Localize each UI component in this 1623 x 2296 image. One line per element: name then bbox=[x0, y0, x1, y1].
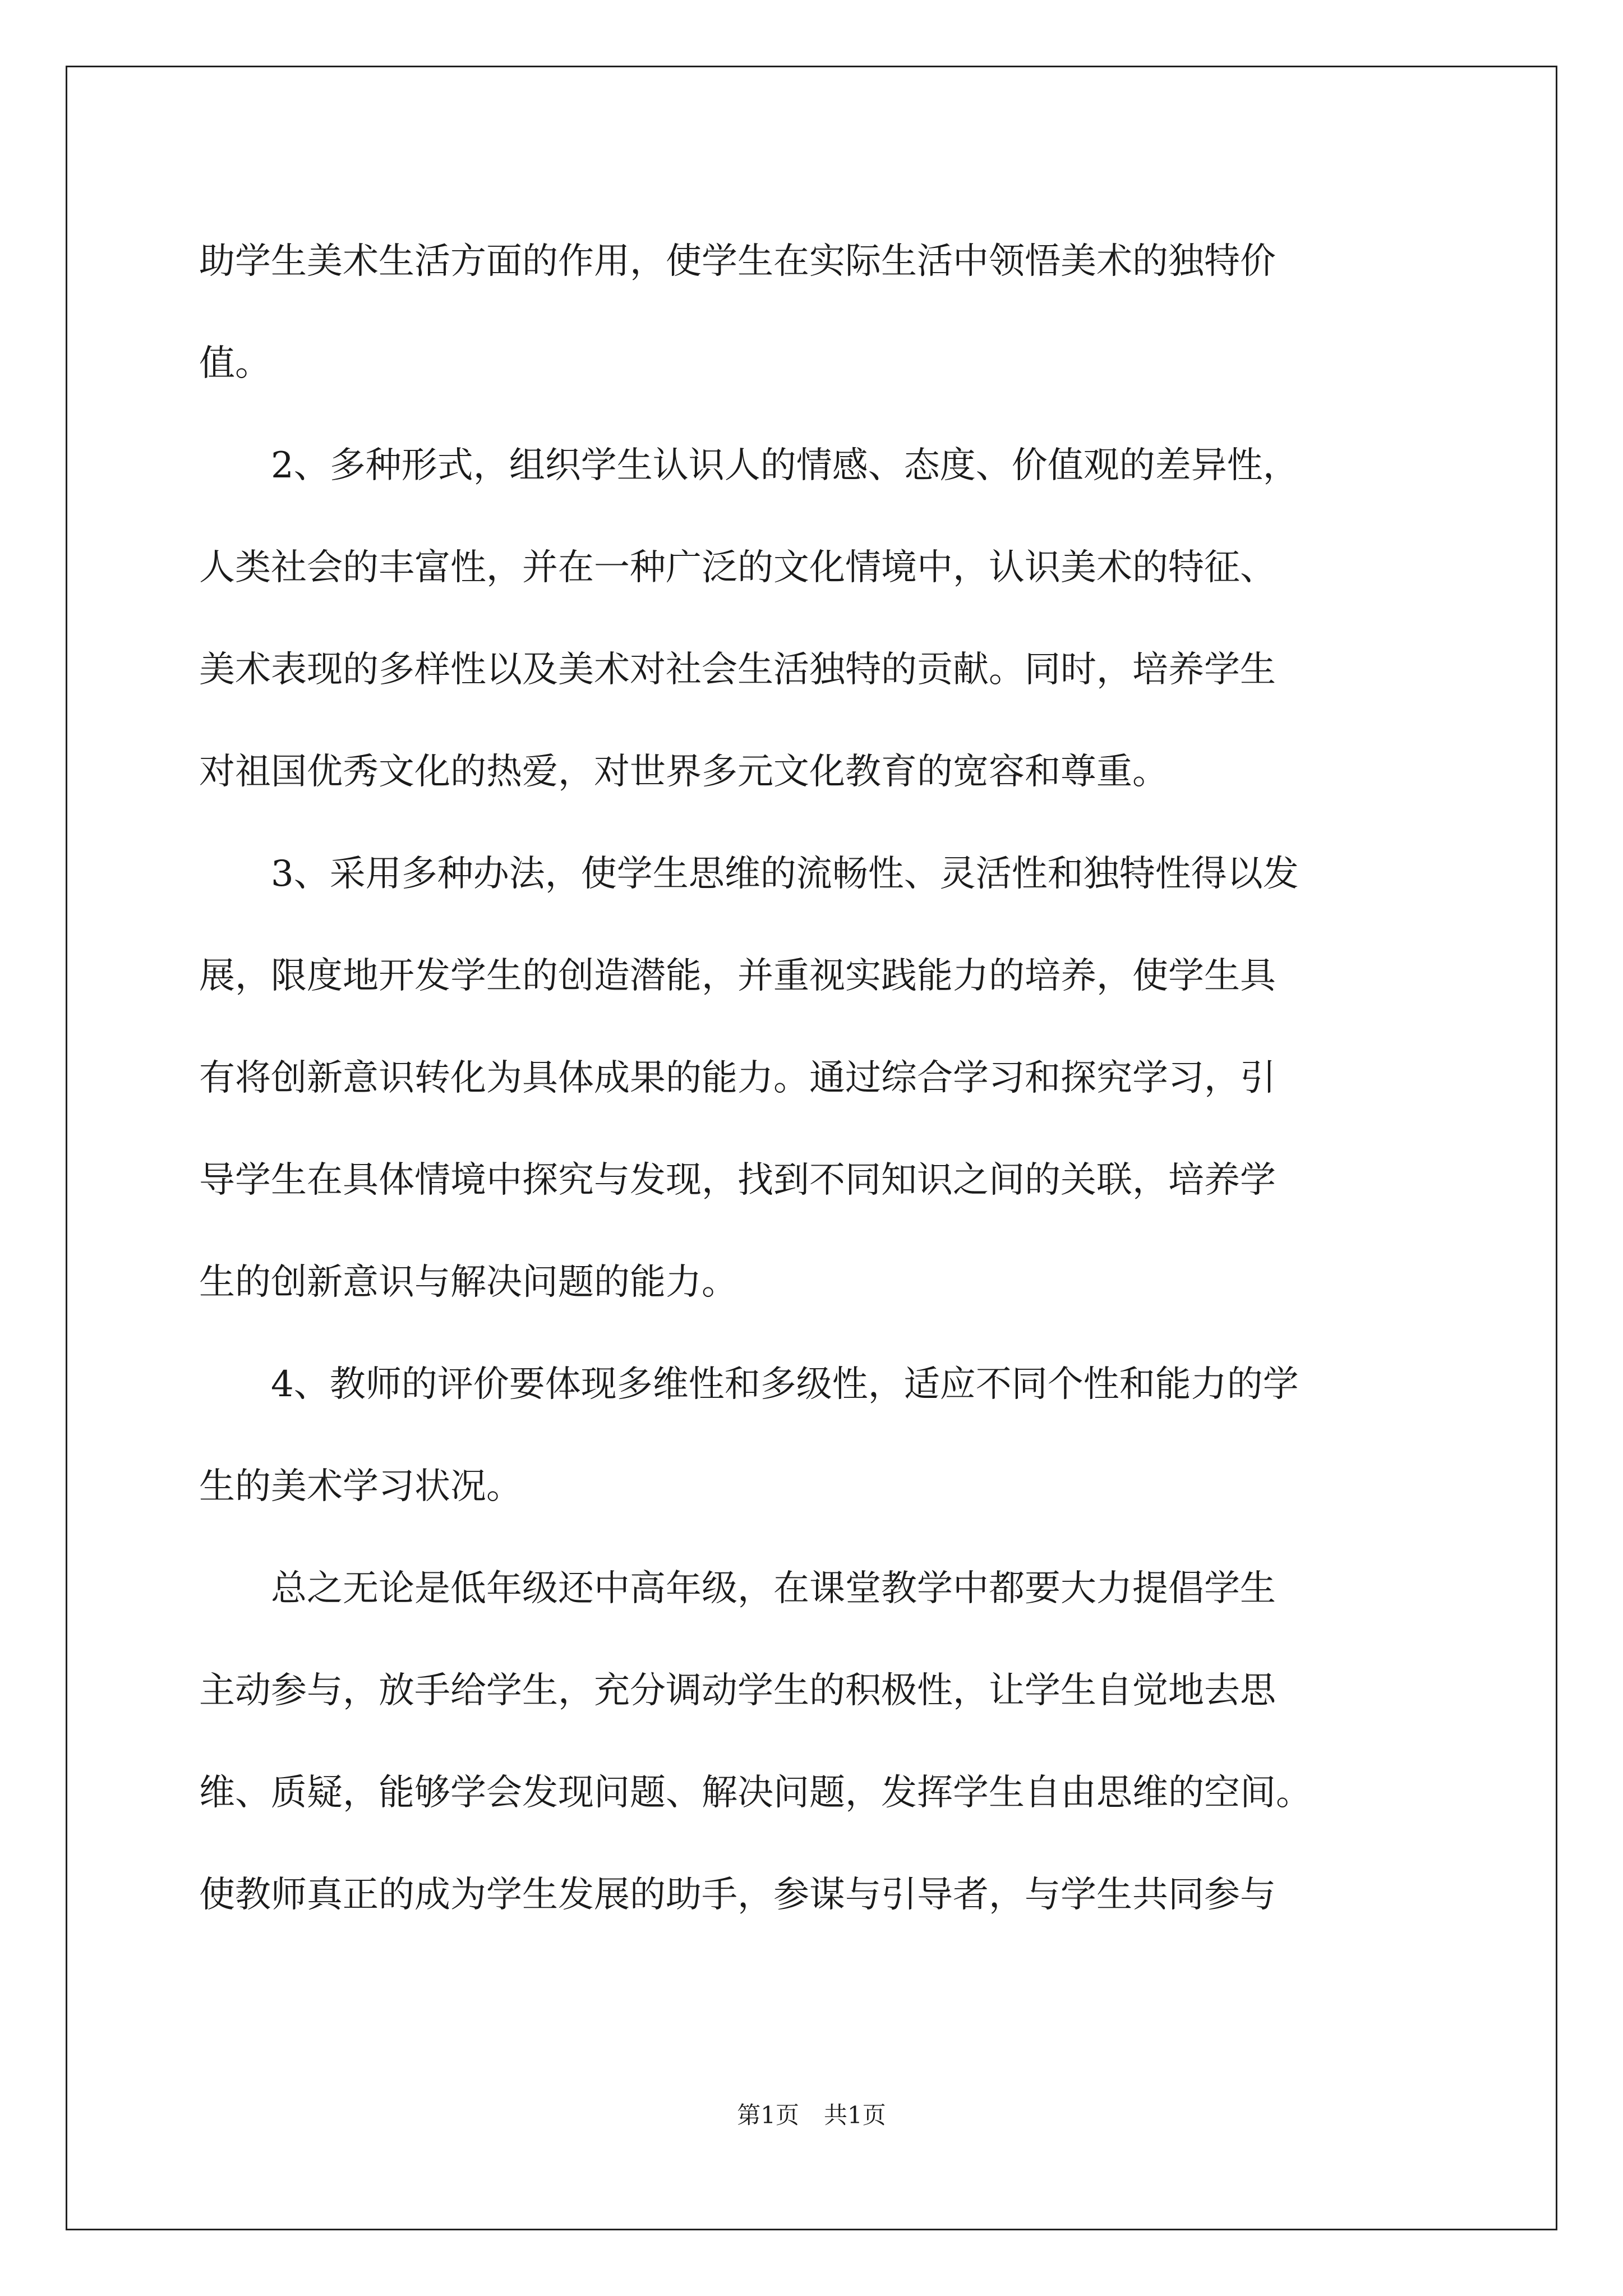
text-line: 展，限度地开发学生的创造潜能，并重视实践能力的培养，使学生具 bbox=[199, 955, 1276, 997]
document-body bbox=[199, 210, 1427, 1946]
text-line: 生的美术学习状况。 bbox=[199, 1466, 522, 1507]
text-line: 2、多种形式，组织学生认识人的情感、态度、价值观的差异性， bbox=[271, 445, 1299, 486]
text-line: 助学生美术生活方面的作用，使学生在实际生活中领悟美术的独特价 bbox=[199, 241, 1276, 282]
text-line: 维、质疑，能够学会发现问题、解决问题，发挥学生自由思维的空间。 bbox=[199, 1772, 1312, 1814]
text-line: 人类社会的丰富性，并在一种广泛的文化情境中，认识美术的特征、 bbox=[199, 547, 1276, 588]
page-footer bbox=[0, 2100, 1623, 2131]
page-number-total: 共1页 bbox=[824, 2101, 886, 2129]
text-line: 主动参与，放手给学生，充分调动学生的积极性，让学生自觉地去思 bbox=[199, 1670, 1276, 1711]
text-line: 值。 bbox=[199, 343, 271, 384]
text-line: 导学生在具体情境中探究与发现，找到不同知识之间的关联，培养学 bbox=[199, 1159, 1276, 1201]
text-line: 使教师真正的成为学生发展的助手，参谋与引导者，与学生共同参与 bbox=[199, 1874, 1276, 1916]
text-line: 有将创新意识转化为具体成果的能力。通过综合学习和探究学习，引 bbox=[199, 1057, 1276, 1099]
text-line: 生的创新意识与解决问题的能力。 bbox=[199, 1262, 737, 1303]
text-line: 对祖国优秀文化的热爱，对世界多元文化教育的宽容和尊重。 bbox=[199, 751, 1168, 793]
page-number-current: 第1页 bbox=[737, 2101, 799, 2129]
text-line: 3、采用多种办法，使学生思维的流畅性、灵活性和独特性得以发 bbox=[271, 853, 1299, 895]
text-line: 4、教师的评价要体现多维性和多级性，适应不同个性和能力的学 bbox=[271, 1364, 1299, 1405]
text-line: 美术表现的多样性以及美术对社会生活独特的贡献。同时，培养学生 bbox=[199, 649, 1276, 691]
text-line: 总之无论是低年级还中高年级，在课堂教学中都要大力提倡学生 bbox=[271, 1568, 1276, 1609]
